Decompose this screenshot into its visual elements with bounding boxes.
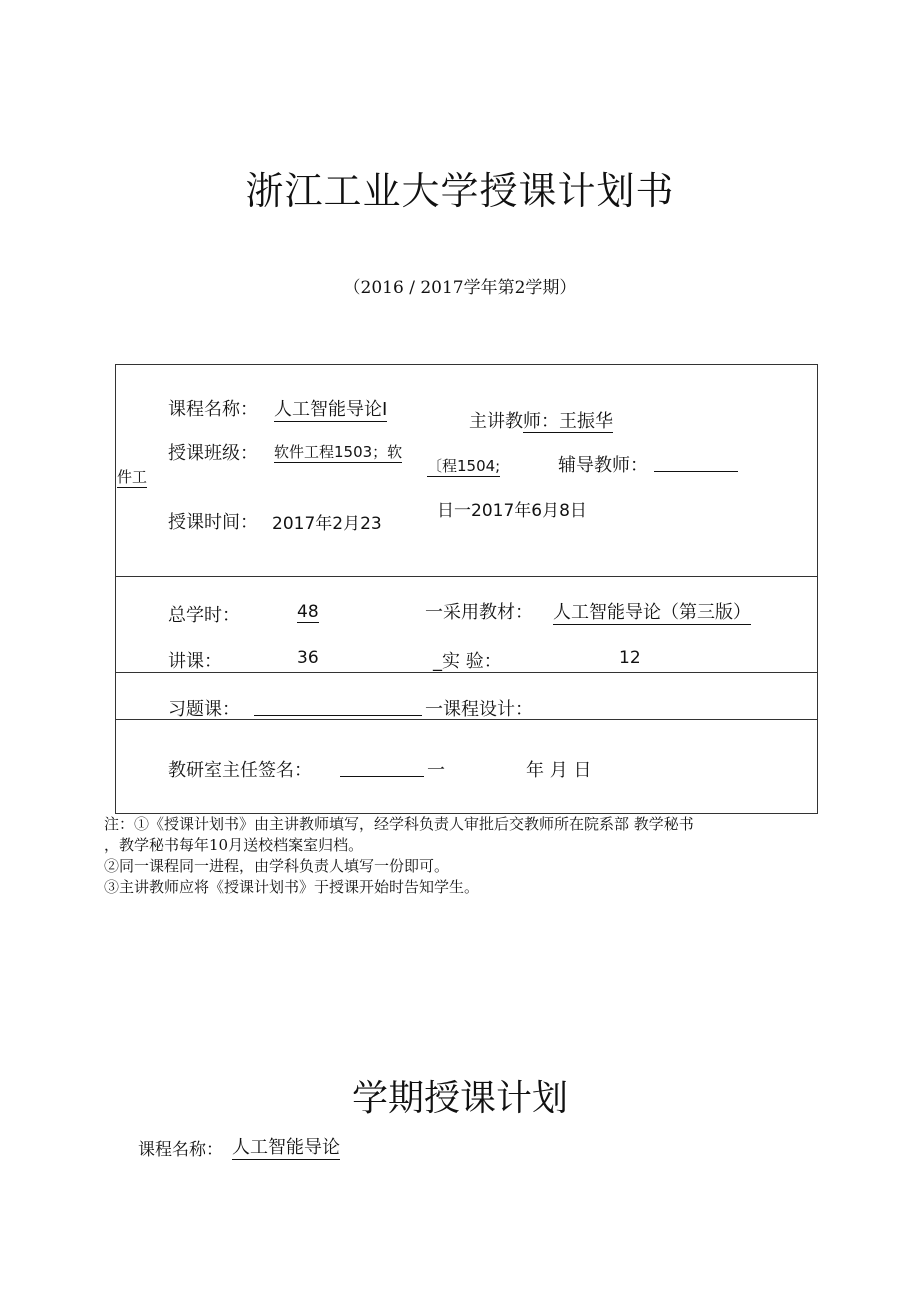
total-hours-label: 总学时： (168, 605, 240, 626)
note-line-1: 注：①《授课计划书》由主讲教师填写，经学科负责人审批后交教师所在院系部 教学秘书 (104, 815, 694, 833)
class-value-1: 软件工程1503；软 (274, 443, 403, 461)
form-divider-1 (115, 576, 818, 577)
textbook-value: 人工智能导论（第三版） (553, 598, 751, 625)
class-value-overflow: 件工 (117, 468, 148, 486)
time-label: 授课时间： (168, 512, 258, 533)
signature-blank (340, 760, 424, 777)
lecturer-label-tail: 师： (523, 411, 559, 432)
document-title: 浙江工业大学授课计划书 (245, 169, 675, 213)
exercise-label: 习题课： (168, 699, 240, 720)
signature-label: 教研室主任签名： (168, 760, 312, 781)
exercise-blank (254, 699, 422, 716)
note-line-4: ③主讲教师应将《授课计划书》于授课开始时告知学生。 (104, 878, 480, 896)
section-course-label: 课程名称： (138, 1140, 223, 1160)
lab-label: _实 验： (433, 651, 502, 672)
time-end: 日一2017年6月8日 (437, 501, 587, 521)
class-value-2: 〔程1504; (427, 457, 501, 475)
lecture-label: 讲课： (168, 651, 222, 672)
course-name-label: 课程名称： (168, 399, 258, 420)
note-line-3: ②同一课程同一进程，由学科负责人填写一份即可。 (104, 857, 450, 875)
section-course-value: 人工智能导论 (232, 1133, 340, 1160)
signature-date: 年 月 日 (526, 760, 592, 781)
course-name-value: 人工智能导论I (274, 395, 387, 422)
lab-value: 12 (619, 648, 641, 668)
lecturer-label (469, 407, 613, 433)
form-table (115, 364, 818, 814)
total-hours-value: 48 (297, 602, 319, 622)
textbook-label: 一采用教材： (425, 602, 533, 623)
section-title: 学期授课计划 (351, 1078, 568, 1119)
lecturer-label-head: 主讲教 (469, 411, 523, 432)
class-label: 授课班级： (168, 443, 258, 464)
tutor-label: 辅导教师： (558, 455, 648, 476)
signature-dash: 一 (427, 760, 445, 781)
course-design-label: 一课程设计： (425, 699, 533, 720)
note-line-2: ，教学秘书每年10月送校档案室归档。 (104, 836, 364, 854)
time-start: 2017年2月23 (272, 514, 382, 534)
tutor-blank (654, 455, 738, 472)
lecturer-value: 王振华 (559, 411, 613, 432)
lecture-value: 36 (297, 648, 319, 668)
semester-line: （2016 / 2017学年第2学期） (343, 278, 577, 298)
